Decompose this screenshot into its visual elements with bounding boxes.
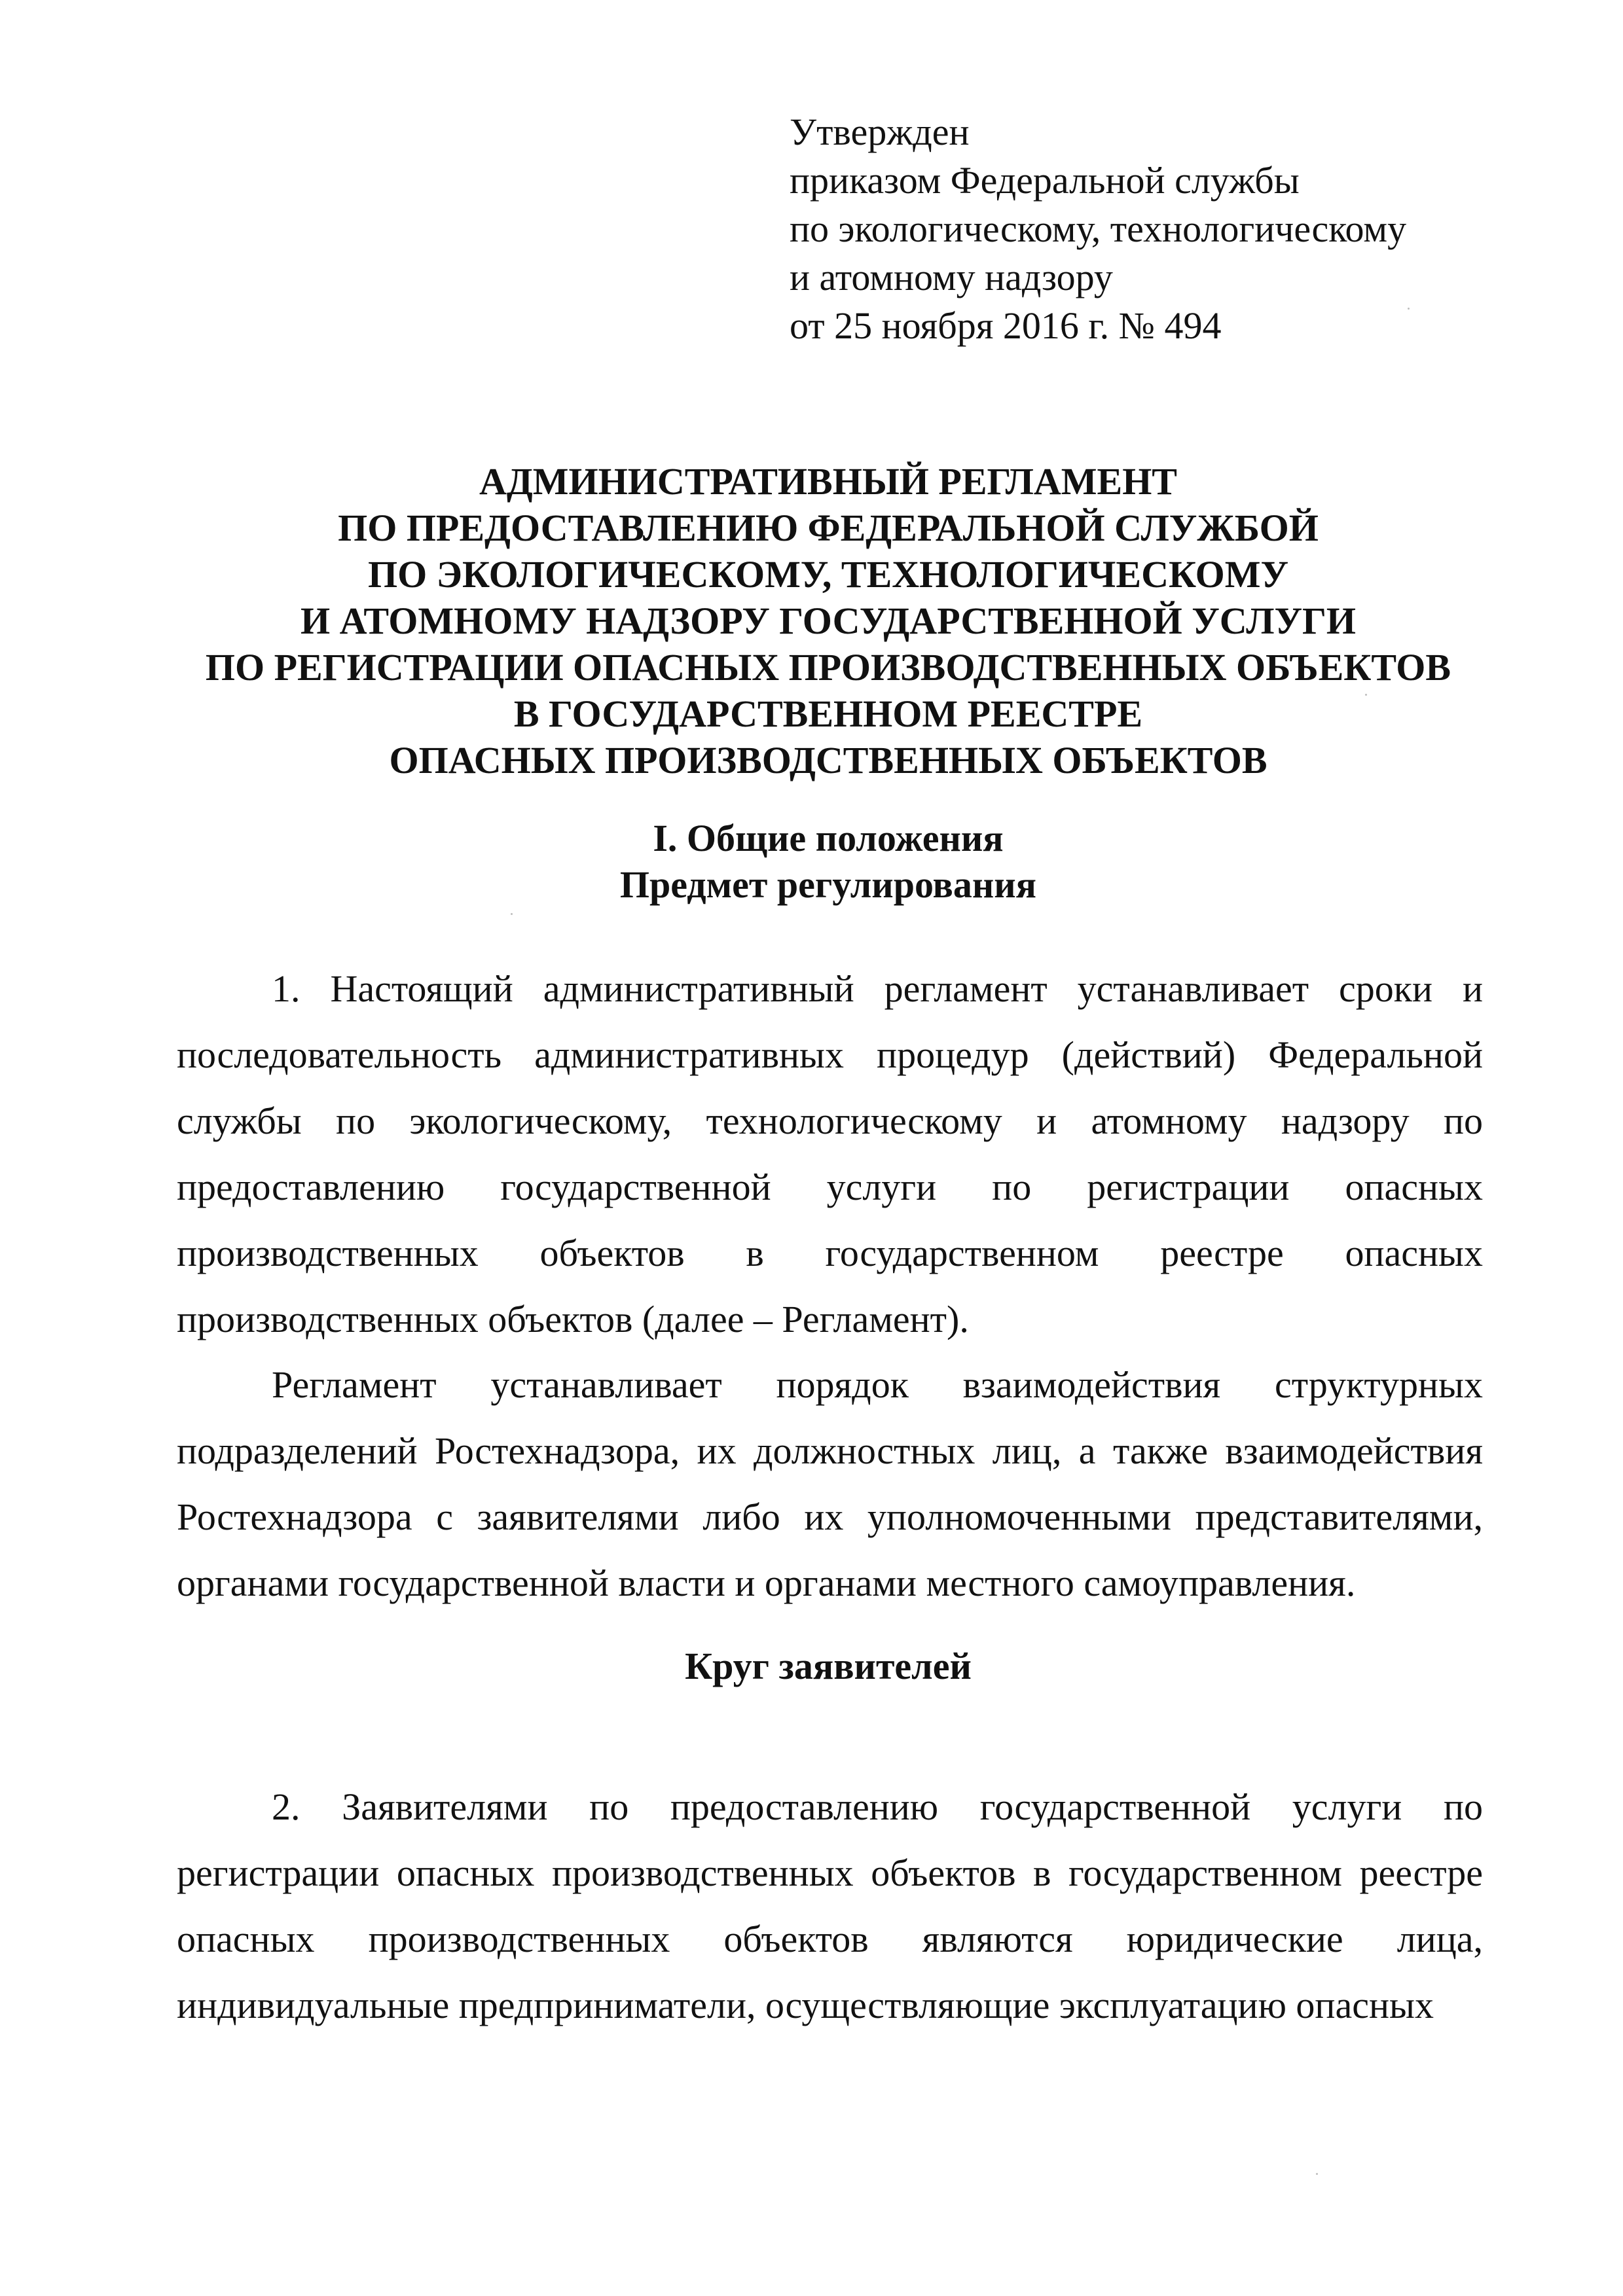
approval-line: приказом Федеральной службы: [790, 159, 1300, 202]
approval-line: от 25 ноября 2016 г. № 494: [790, 304, 1222, 347]
approval-line: и атомному надзору: [790, 256, 1113, 298]
section-subheading: Предмет регулирования: [619, 863, 1037, 906]
title-line: В ГОСУДАРСТВЕННОМ РЕЕСТРЕ: [513, 692, 1143, 735]
section-heading: I. Общие положения: [653, 817, 1004, 859]
paragraph-3: 2. Заявителями по предоставлению государственной услуги по регистрации опасных производственных объектов в государственном реестре опасных производственных объектов являются юридические лица, индивидуальные предприниматели, осуществляющие эксплуатацию опасных: [177, 1785, 1483, 2026]
paragraph-2: Регламент устанавливает порядок взаимодействия структурных подразделений Ростехнадзора, их должностных лиц, а также взаимодействия Ростехнадзора с заявителями либо их уполномоченными представителями, органами государственной власти и органами местного самоуправления.: [177, 1363, 1483, 1604]
document-title: [177, 458, 1480, 783]
paragraph-1: 1. Настоящий административный регламент устанавливает сроки и последовательность административных процедур (действий) Федеральной службы по экологическому, технологическому и атомному надзору по предоставлению государственной услуги по регистрации опасных производственных объектов в государственном реестре опасных производственных объектов (далее – Регламент).: [177, 967, 1483, 1340]
approval-line: Утвержден: [790, 111, 970, 153]
title-line: АДМИНИСТРАТИВНЫЙ РЕГЛАМЕНТ: [479, 460, 1177, 503]
title-line: ОПАСНЫХ ПРОИЗВОДСТВЕННЫХ ОБЪЕКТОВ: [389, 739, 1267, 781]
applicants-heading: Круг заявителей: [685, 1645, 972, 1687]
title-line: ПО ЭКОЛОГИЧЕСКОМУ, ТЕХНОЛОГИЧЕСКОМУ: [367, 553, 1289, 596]
title-line: ПО ПРЕДОСТАВЛЕНИЮ ФЕДЕРАЛЬНОЙ СЛУЖБОЙ: [338, 507, 1319, 549]
scan-speck: [1408, 308, 1410, 310]
title-line: И АТОМНОМУ НАДЗОРУ ГОСУДАРСТВЕННОЙ УСЛУГИ: [300, 600, 1357, 642]
approval-stamp-block: [790, 108, 1510, 350]
approval-line: по экологическому, технологическому: [790, 207, 1407, 250]
scan-speck: [1365, 694, 1367, 696]
scan-speck: [511, 913, 513, 915]
title-line: ПО РЕГИСТРАЦИИ ОПАСНЫХ ПРОИЗВОДСТВЕННЫХ ОБЪЕКТОВ: [205, 646, 1451, 689]
scan-speck: [1316, 2173, 1318, 2175]
